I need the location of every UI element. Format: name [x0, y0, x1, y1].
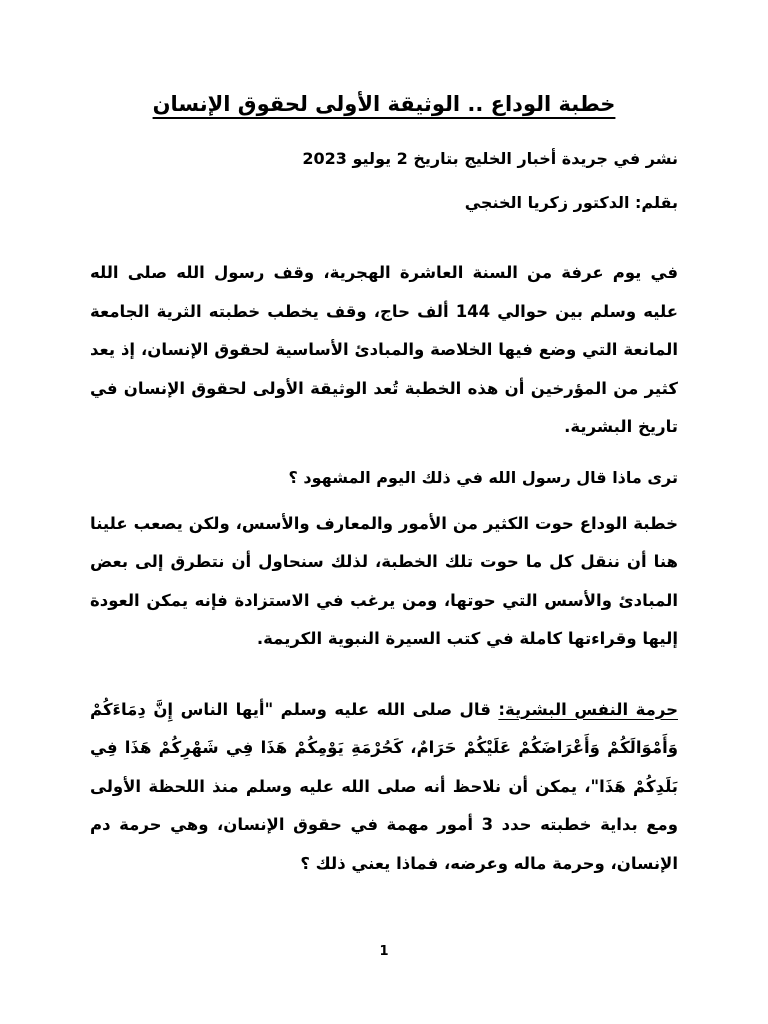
document-title: خطبة الوداع .. الوثيقة الأولى لحقوق الإنسان [152, 92, 616, 116]
author-line: بقلم: الدكتور زكريا الخنجي [464, 193, 678, 212]
publication-info: نشر في جريدة أخبار الخليج بتاريخ 2 يوليو 2023 [302, 149, 678, 168]
scope-paragraph: خطبة الوداع حوت الكثير من الأمور والمعارف والأسس، ولكن يصعب علينا هنا أن ننقل كل ما حوت تلك الخطبة، لذلك سنحاول أن نتطرق إلى بعض المبادئ والأسس التي حوتها، ومن يرغب في الاستزادة فإنه يمكن العودة إليها وقراءتها كاملة في كتب السيرة النبوية الكريمة. [90, 513, 678, 648]
section-body: قال صلى الله عليه وسلم "أيها الناس إِنَّ دِمَاءَكُمْ وَأَمْوَالَكُمْ وَأَعْرَاضَكُمْ عَلَيْكُمْ حَرَامٌ، كَحُرْمَةِ يَوْمِكُمْ هَذَا فِي شَهْرِكُمْ هَذَا فِي بَلَدِكُمْ هَذَا"، يمكن أن نلاحظ أنه صلى الله عليه وسلم منذ اللحظة الأولى ومع بداية خطبته حدد 3 أمور مهمة في حقوق الإنسان، وهي حرمة دم الإنسان، وحرمة ماله وعرضه، فماذا يعني ذلك ؟ [90, 699, 679, 873]
page-number: 1 [379, 944, 389, 959]
intro-paragraph: في يوم عرفة من السنة العاشرة الهجرية، وقف رسول الله صلى الله عليه وسلم بين حوالي 144 ألف حاج، وقف يخطب خطبته الثرية الجامعة المانعة التي وضع فيها الخلاصة والمبادئ الأساسية لحقوق الإنسان، إذ يعد كثير من المؤرخين أن هذه الخطبة تُعد الوثيقة الأولى لحقوق الإنسان في تاريخ البشرية. [90, 263, 678, 436]
question-line: ترى ماذا قال رسول الله في ذلك اليوم المشهود ؟ [288, 467, 678, 487]
section-paragraph [90, 691, 678, 884]
section-heading: حرمة النفس البشرية: [498, 699, 678, 719]
